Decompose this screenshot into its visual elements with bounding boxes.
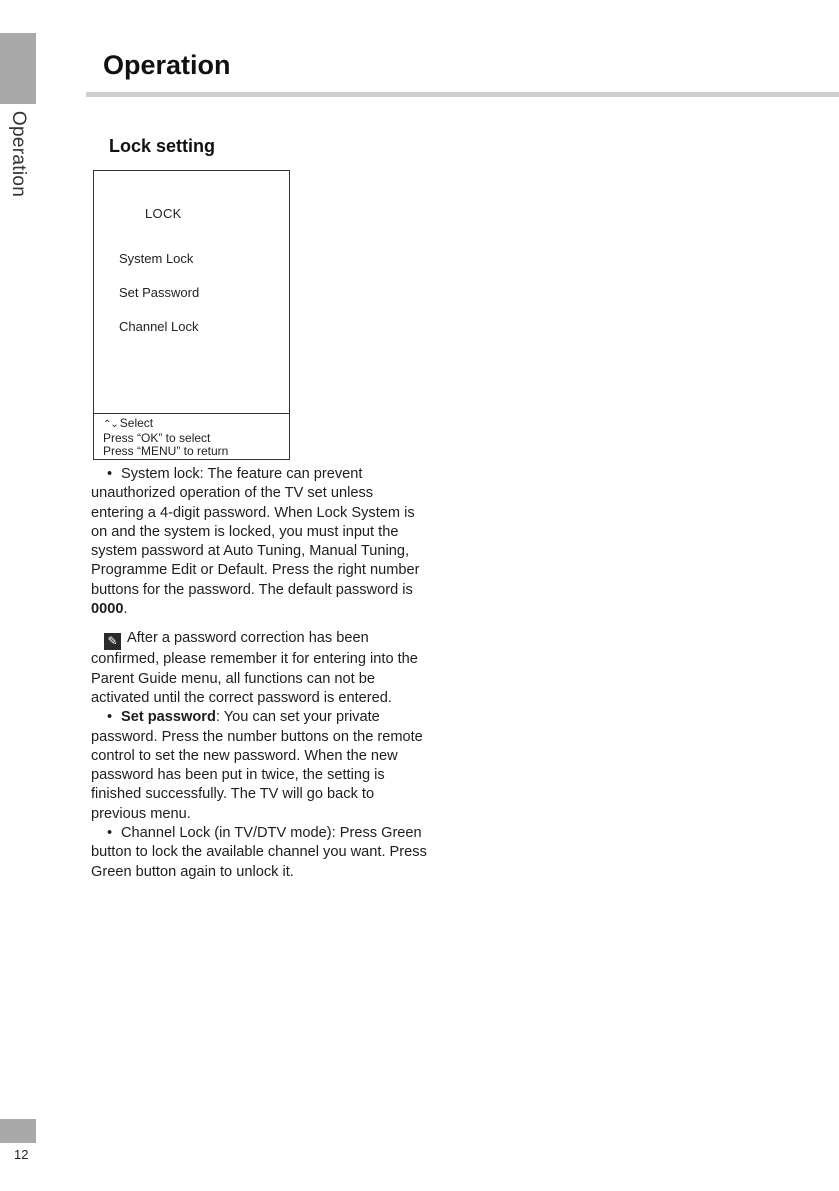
- period: .: [123, 601, 128, 618]
- note-text: After a password correction has been confirmed, please remember it for entering into the Parent Guide menu, all functions can not be activated until the correct password is entered.: [91, 630, 418, 706]
- lock-menu-title: LOCK: [145, 206, 182, 221]
- bullet: •: [107, 466, 113, 482]
- lock-menu-screen: [93, 170, 290, 460]
- set-password-label: Set password: [121, 709, 216, 726]
- note-pencil-icon: ✎: [104, 633, 121, 650]
- instructions-body: [91, 465, 427, 882]
- up-down-arrows-icon: ⌃⌄: [103, 419, 118, 430]
- set-password-paragraph: [91, 708, 427, 824]
- set-password-text: : You can set your private password. Press the number buttons on the remote control to set the new password. When the new password has been put in twice, the setting is finished successfully. The TV will go back to previous menu.: [91, 709, 423, 822]
- section-title: Lock setting: [109, 136, 216, 156]
- hint-select-text: Select: [119, 416, 154, 430]
- menu-item-set-password: Set Password: [119, 285, 200, 300]
- hint-select: [103, 417, 289, 432]
- side-tab-marker: [0, 33, 36, 104]
- page-title: Operation: [103, 50, 231, 80]
- page-number: 12: [14, 1147, 29, 1162]
- system-lock-paragraph: [91, 465, 427, 619]
- hint-ok: Press “OK” to select: [103, 430, 211, 445]
- menu-item-channel-lock: Channel Lock: [119, 319, 199, 334]
- hint-menu: Press “MENU” to return: [103, 444, 229, 458]
- channel-lock-paragraph: [91, 824, 427, 882]
- menu-footer-hints: [94, 413, 289, 459]
- page-number-tab: [0, 1119, 36, 1143]
- system-lock-text: System lock: The feature can prevent unauthorized operation of the TV set unless entering a 4-digit password. When Lock System is on and the system is locked, you must input the system password at Auto Tuning, Manual Tuning, Programme Edit or Default. Press the right number buttons for the password. The default password is: [91, 466, 420, 598]
- default-password: 0000: [91, 601, 124, 618]
- bullet: •: [107, 709, 113, 726]
- note-paragraph: [91, 629, 427, 708]
- side-tab-label: [0, 106, 36, 202]
- channel-lock-text: Channel Lock (in TV/DTV mode): Press Green button to lock the available channel you want. Press Green button again to unlock it.: [91, 825, 427, 880]
- menu-item-system-lock: System Lock: [119, 251, 194, 266]
- header-rule: [86, 92, 839, 97]
- bullet: •: [107, 825, 113, 842]
- side-tab-label-text: Operation: [8, 110, 29, 198]
